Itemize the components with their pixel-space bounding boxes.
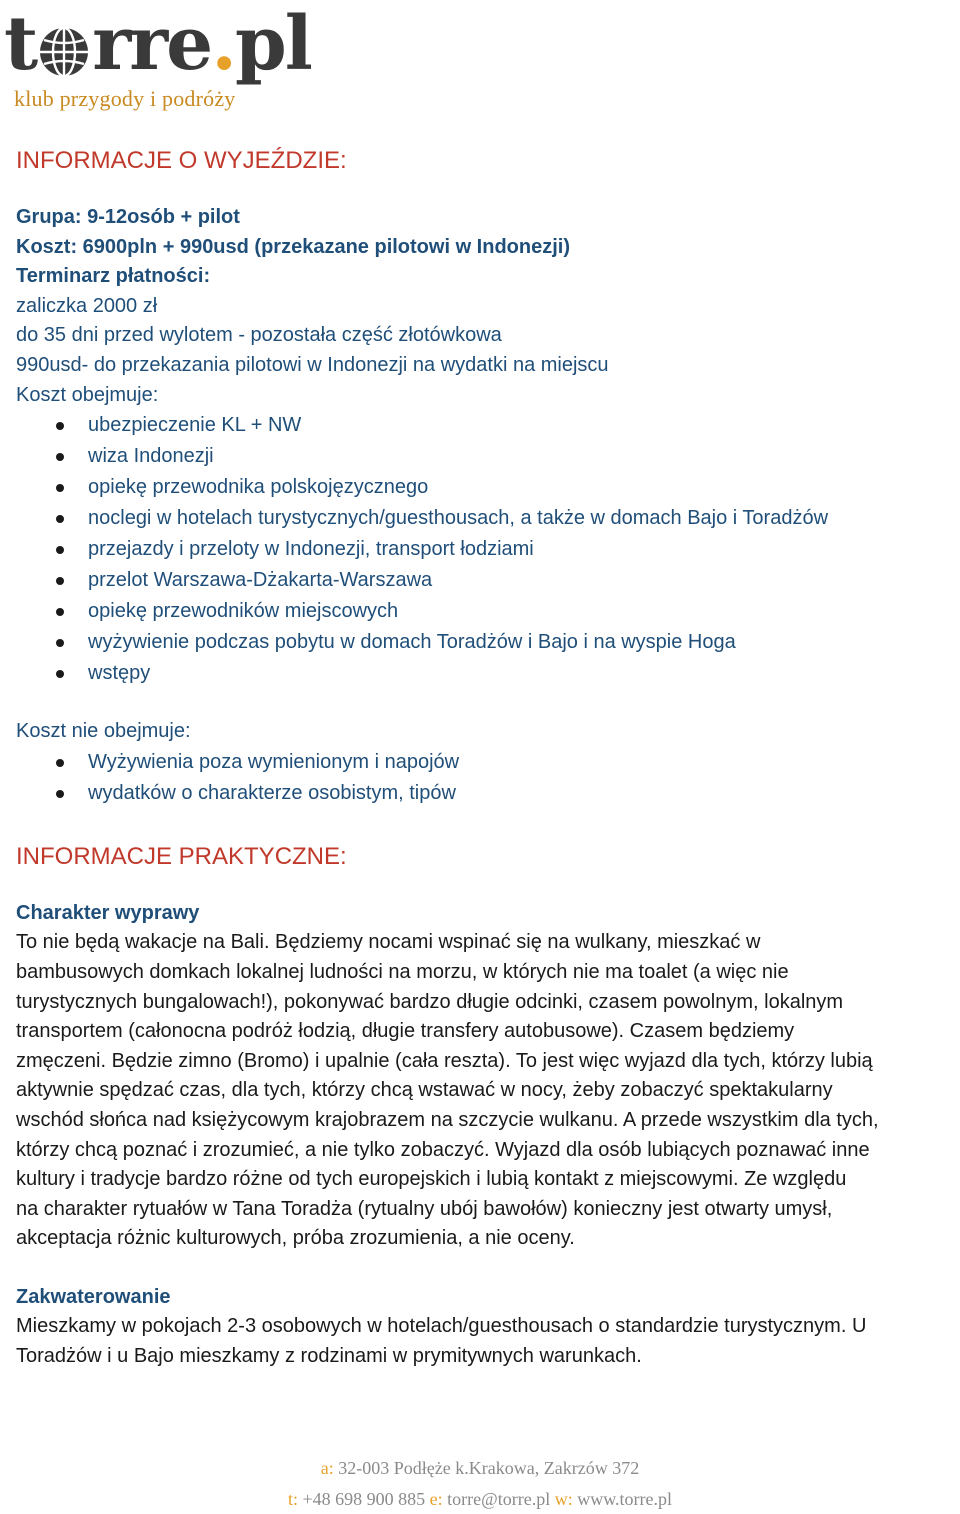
list-item: przelot Warszawa-Dżakarta-Warszawa	[16, 565, 956, 596]
list-item: ubezpieczenie KL + NW	[16, 410, 956, 441]
payment-line: zaliczka 2000 zł	[16, 294, 158, 317]
footer-contacts: t: +48 698 900 885 e: torre@torre.pl w: www.torre.pl	[287, 1489, 673, 1509]
list-item: opiekę przewodnika polskojęzycznego	[16, 472, 956, 503]
accommodation-paragraph: Mieszkamy w pokojach 2-3 osobowych w hotelach/guesthousach o standardzie turystycznym. U Toradżów i u Bajo mieszkamy z rodzinami w prymitywnych warunkach.	[16, 1315, 867, 1368]
logo-dot: .	[211, 1, 236, 87]
section-heading-trip-info: INFORMACJE O WYJEŹDZIE:	[16, 147, 347, 174]
cost-line: Koszt: 6900pln + 990usd (przekazane pilotowi w Indonezji)	[16, 235, 570, 258]
list-item: wydatków o charakterze osobistym, tipów	[16, 778, 956, 809]
logo-tagline: klub przygody i podróży	[14, 86, 236, 111]
footer-address: a: 32-003 Podłęże k.Krakowa, Zakrzów 372	[320, 1458, 640, 1478]
list-item: wstępy	[16, 658, 956, 689]
section-heading-practical-info: INFORMACJE PRAKTYCZNE:	[16, 842, 347, 870]
footer-website[interactable]: www.torre.pl	[572, 1489, 673, 1509]
list-item: przejazdy i przeloty w Indonezji, transport łodziami	[16, 534, 956, 565]
list-item: opiekę przewodników miejscowych	[16, 596, 956, 627]
list-item: wiza Indonezji	[16, 441, 956, 472]
footer-phone: +48 698 900 885	[298, 1489, 430, 1509]
footer-email[interactable]: torre@torre.pl	[442, 1489, 555, 1509]
accommodation-label: Zakwaterowanie	[16, 1285, 171, 1308]
globe-icon	[38, 26, 90, 78]
list-item: wyżywienie podczas pobytu w domach Toradżów i Bajo i na wyspie Hoga	[16, 627, 956, 658]
excludes-list	[16, 747, 956, 809]
includes-list	[16, 410, 956, 689]
character-paragraph: To nie będą wakacje na Bali. Będziemy nocami wspinać się na wulkany, mieszkać w bambusowych domkach lokalnej ludności na morzu, w których nie ma toalet (a więc nie turystycznych bungalowach!), pokonywać bardzo długie odcinki, czasem powolnym, lokalnym transportem (całonocna podróż łodzią, długie transfery autobusowe). Czasem będziemy zmęczeni. Będzie zimno (Bromo) i upalnie (cała reszta). To jest więc wyjazd dla tych, którzy lubią aktywnie spędzać czas, dla tych, którzy chcą wstawać w nocy, żeby zobaczyć spektakularny wschód słońca nad księżycowym krajobrazem na szczycie wulkanu. A przede wszystkim dla tych, którzy chcą poznać i zrozumieć, a nie tylko zobaczyć. Wyjazd dla osób lubiących poznawać inne kultury i tradycje bardzo różne od tych europejskich i lubią kontakt z miejscowymi. Ze względu na charakter rytuałów w Tana Toradża (rytualny ubój bawołów) konieczny jest otwarty umysł, akceptacja różnic kulturowych, próba zrozumienia, a nie oceny.	[16, 931, 879, 1250]
includes-label: Koszt obejmuje:	[16, 383, 159, 406]
logo	[4, 2, 344, 112]
document-body	[16, 145, 956, 1372]
payment-line: do 35 dni przed wylotem - pozostała część złotówkowa	[16, 324, 502, 347]
logo-wordmark	[4, 2, 311, 86]
group-line: Grupa: 9-12osób + pilot	[16, 206, 240, 228]
list-item: Wyżywienia poza wymienionym i napojów	[16, 747, 956, 778]
list-item: noclegi w hotelach turystycznych/guesthousach, a także w domach Bajo i Toradżów	[16, 503, 956, 534]
payment-schedule-label: Terminarz płatności:	[16, 265, 211, 288]
character-label: Charakter wyprawy	[16, 901, 200, 924]
excludes-label: Koszt nie obejmuje:	[16, 720, 191, 743]
logo-letter-t: t	[4, 1, 37, 87]
payment-line: 990usd- do przekazania pilotowi w Indonezji na wydatki na miejscu	[16, 353, 609, 376]
logo-wordmark-rest: rre.pl	[92, 1, 311, 87]
